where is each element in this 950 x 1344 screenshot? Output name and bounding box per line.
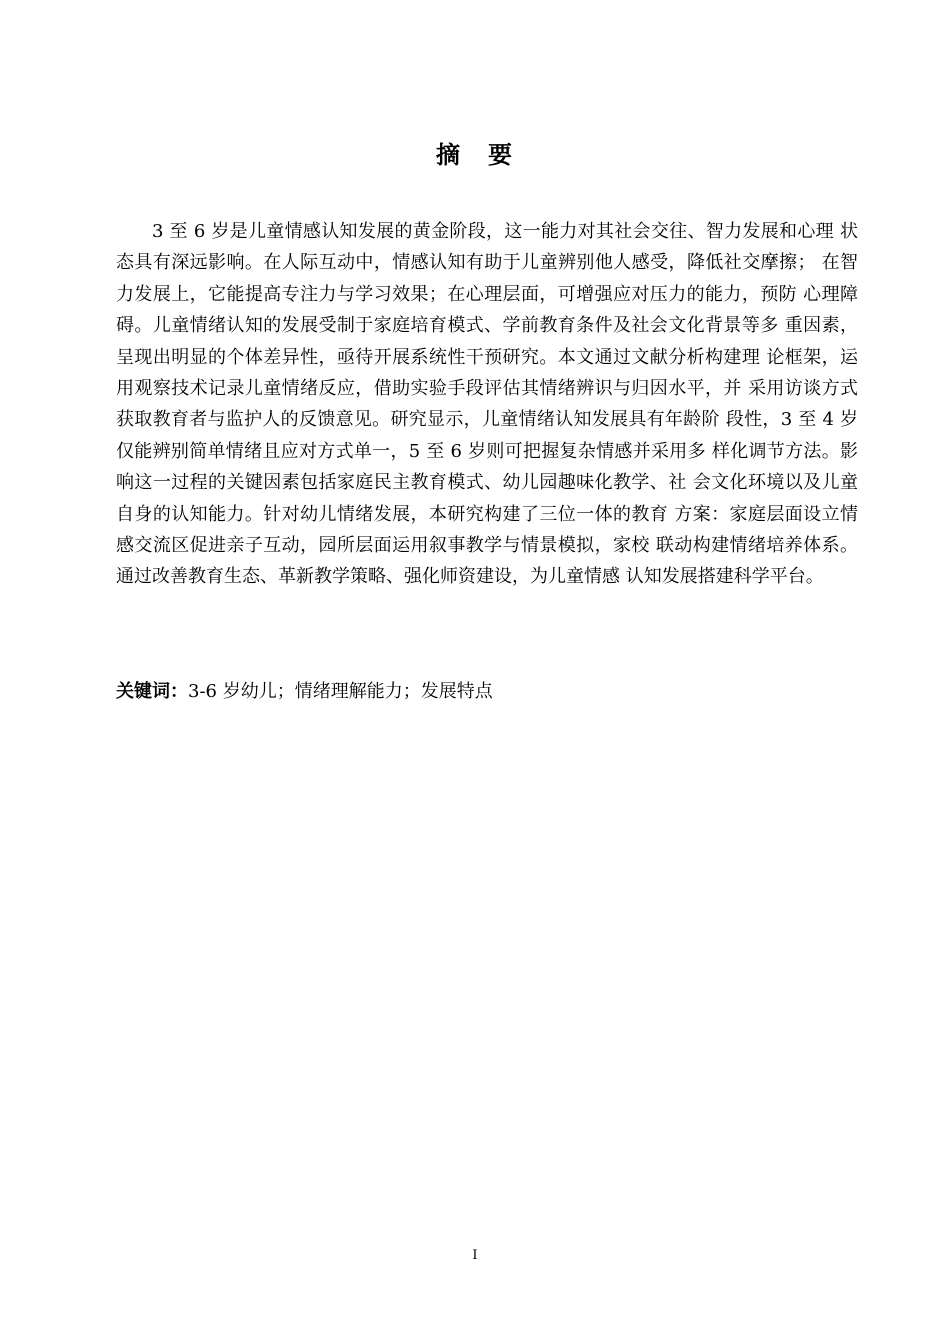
abstract-title: 摘 要 [436,140,514,170]
keywords-text: 3-6 岁幼儿；情绪理解能力；发展特点 [188,681,493,702]
abstract-body: 3 至 6 岁是儿童情感认知发展的黄金阶段，这一能力对其社会交往、智力发展和心理 状态具有深远影响。在人际互动中，情感认知有助于儿童辨别他人感受，降低社交摩擦； 在智力发展上，它能提高专注力与学习效果；在心理层面，可增强应对压力的能力，预防 心理障碍。儿童情绪认知的发展受制于家庭培育模式、学前教育条件及社会文化背景等多 重因素，呈现出明显的个体差异性，亟待开展系统性干预研究。本文通过文献分析构建理 论框架，运用观察技术记录儿童情绪反应，借助实验手段评估其情绪辨识与归因水平，并 采用访谈方式获取教育者与监护人的反馈意见。研究显示，儿童情绪认知发展具有年龄阶 段性，3 至 4 岁仅能辨别简单情绪且应对方式单一，5 至 6 岁则可把握复杂情感并采用多 样化调节方法。影响这一过程的关键因素包括家庭民主教育模式、幼儿园趣味化教学、社 会文化环境以及儿童自身的认知能力。针对幼儿情绪发展，本研究构建了三位一体的教育 方案：家庭层面设立情感交流区促进亲子互动，园所层面运用叙事教学与情景模拟，家校 联动构建情绪培养体系。通过改善教育生态、革新教学策略、强化师资建设，为儿童情感 认知发展搭建科学平台。 [116,221,858,588]
page-number: I [472,1248,478,1263]
keywords-label: 关键词： [116,681,188,702]
keywords-line [116,676,858,707]
